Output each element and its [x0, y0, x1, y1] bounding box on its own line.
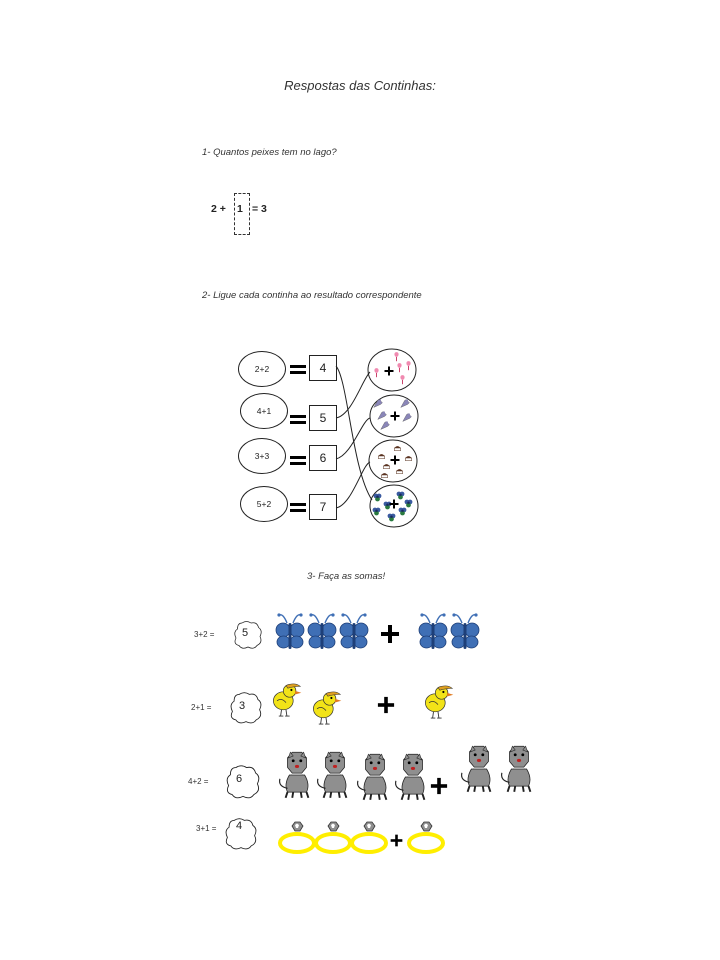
plus-icon: [380, 624, 400, 644]
q3-expr: 3+1 =: [196, 824, 217, 833]
butterfly-icon: [340, 613, 368, 649]
q3-expr: 3+2 =: [194, 630, 215, 639]
q3-answer: 5: [242, 627, 249, 639]
q3-expr: 2+1 =: [191, 703, 212, 712]
q2-result: 7: [319, 500, 327, 514]
q2-expr: 2+2: [254, 364, 270, 374]
flower-icon: [373, 508, 381, 516]
question-2-text: 2- Ligue cada continha ao resultado correspondente: [202, 290, 422, 301]
butterfly-icon: [308, 613, 336, 649]
cake-group: [378, 446, 411, 478]
butterfly-icon: [276, 613, 304, 649]
bulb-icon: [400, 375, 404, 384]
cake-icon: [405, 456, 411, 461]
cloud-icon: [224, 812, 258, 856]
mouse-icon: [403, 413, 412, 421]
flower-icon: [399, 508, 407, 516]
ring-icon: [280, 822, 314, 852]
flower-group: [373, 492, 413, 522]
cloud-icon: [229, 688, 263, 728]
cat-icon: [502, 746, 531, 792]
cat-icon: [280, 752, 309, 798]
q2-expr: 5+2: [256, 499, 272, 509]
cake-icon: [378, 454, 384, 459]
question-1-text: 1- Quantos peixes tem no lago?: [202, 147, 337, 158]
cake-icon: [396, 469, 402, 474]
cake-icon: [394, 446, 400, 451]
plus-icon: [377, 696, 395, 714]
flower-icon: [397, 492, 405, 500]
cat-icon: [396, 754, 425, 800]
line-4-to-flowers: [336, 366, 372, 500]
chick-icon: [425, 686, 453, 718]
butterfly-row: [275, 611, 455, 651]
mouse-icon: [381, 421, 390, 429]
flower-icon: [388, 514, 396, 522]
chick-row: [268, 680, 468, 726]
butterfly-icon: [419, 613, 447, 649]
cake-icon: [381, 473, 387, 478]
ring-icon: [352, 822, 386, 852]
flower-icon: [405, 500, 413, 508]
q3-expr: 4+2 =: [188, 777, 209, 786]
bulb-icon: [406, 361, 410, 370]
flower-icon: [374, 494, 382, 502]
page-title: Respostas das Continhas:: [284, 78, 436, 93]
plus-icon: [390, 500, 399, 509]
q2-result: 5: [319, 411, 327, 425]
q2-result: 4: [319, 361, 327, 375]
question-3-text: 3- Faça as somas!: [307, 571, 386, 582]
flower-icon: [384, 502, 392, 510]
cat-icon: [358, 754, 387, 800]
cake-icon: [383, 464, 389, 469]
q2-expr: 3+3: [254, 451, 270, 461]
q2-expr: 4+1: [256, 406, 272, 416]
cloud-icon: [225, 760, 261, 804]
cat-row: [272, 744, 542, 802]
q3-answer: 4: [236, 820, 243, 832]
q3-answer: 3: [239, 700, 246, 712]
cat-icon: [318, 752, 347, 798]
q1-left-term: 2 +: [211, 203, 226, 215]
bulb-icon: [394, 352, 398, 361]
mouse-group: [374, 399, 412, 429]
plus-icon: [430, 777, 448, 795]
q1-answer: 1: [237, 203, 243, 215]
connecting-lines: [336, 366, 372, 508]
ring-icon: [409, 822, 443, 852]
q3-answer: 6: [236, 773, 243, 785]
mouse-icon: [401, 399, 410, 407]
q1-right-term: = 3: [252, 203, 267, 215]
bulb-icon: [374, 368, 378, 377]
plus-icon: [385, 367, 394, 376]
plus-icon: [390, 834, 403, 847]
bulb-group: [374, 352, 410, 384]
chick-icon: [313, 692, 341, 724]
plus-icon: [391, 412, 400, 421]
ring-row: [277, 816, 447, 856]
chick-icon: [273, 684, 301, 716]
q2-result: 6: [319, 451, 327, 465]
ring-icon: [316, 822, 350, 852]
mouse-icon: [378, 411, 387, 419]
cat-icon: [462, 746, 491, 792]
plus-icon: [391, 456, 400, 465]
bulb-icon: [397, 363, 401, 372]
